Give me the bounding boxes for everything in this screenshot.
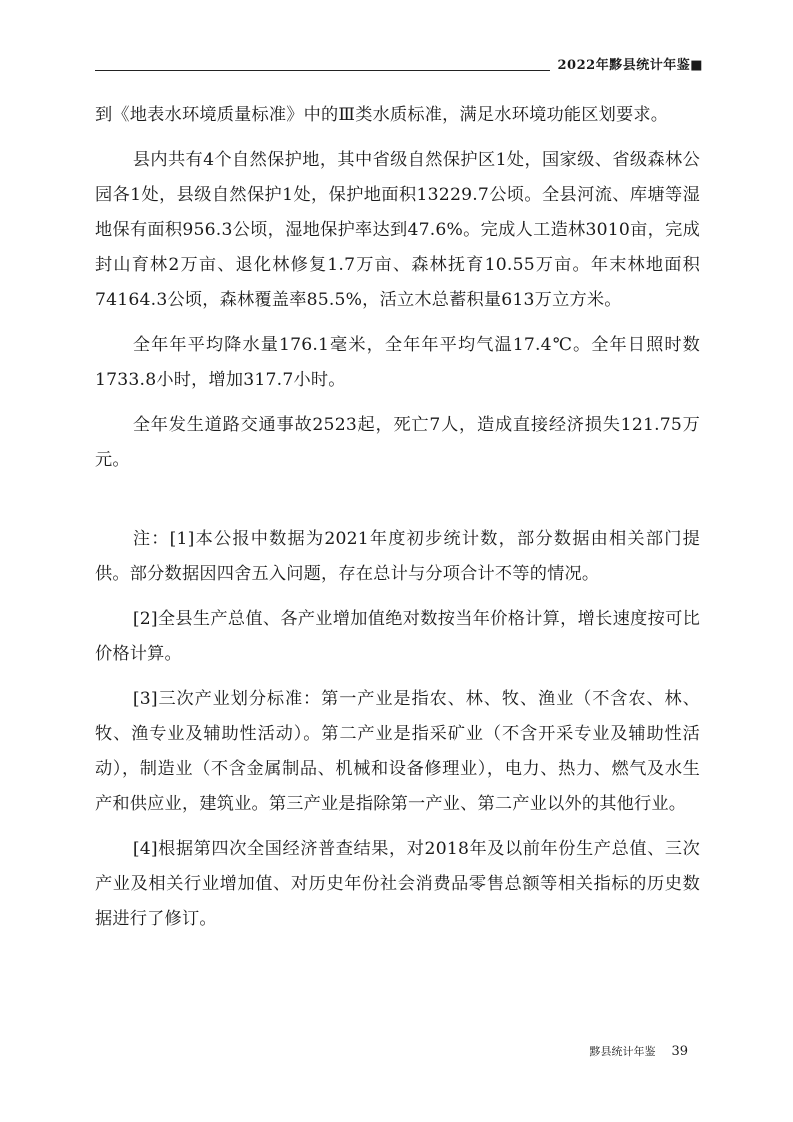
body-paragraph-4: 全年发生道路交通事故2523起，死亡7人，造成直接经济损失121.75万元。 [95,415,700,470]
page-number: 39 [671,1044,688,1059]
body-paragraph-2: 县内共有4个自然保护地，其中省级自然保护区1处，国家级、省级森林公园各1处，县级自然保护1处，保护地面积13229.7公顷。全县河流、库塘等湿地保有面积956.3公顷，湿地保护率达到47.6%。完成人工造林3010亩，完成封山育林2万亩、退化林修复1.7万亩、森林抚育10.55万亩。年末林地面积74164.3公顷，森林覆盖率85.5%，活立木总蓄积量613万立方米。 [95,150,700,310]
note-2: [2]全县生产总值、各产业增加值绝对数按当年价格计算，增长速度按可比价格计算。 [95,609,700,664]
page-content [95,98,700,947]
notes-section [95,522,700,937]
header-rule [95,70,550,71]
body-paragraph-3: 全年年平均降水量176.1毫米，全年年平均气温17.4℃。全年日照时数1733.8小时，增加317.7小时。 [95,335,700,390]
header-title-text: 2022年黟县统计年鉴 [557,58,691,73]
note-1: 注：[1]本公报中数据为2021年度初步统计数，部分数据由相关部门提供。部分数据因四舍五入问题，存在总计与分项合计不等的情况。 [95,529,700,584]
note-3: [3]三次产业划分标准：第一产业是指农、林、牧、渔业（不含农、林、牧、渔专业及辅助性活动）。第二产业是指采矿业（不含开采专业及辅助性活动），制造业（不含金属制品、机械和设备修理业），电力、热力、燃气及水生产和供应业，建筑业。第三产业是指除第一产业、第二产业以外的其他行业。 [95,689,700,814]
page-header [95,52,703,76]
body-paragraph-1: 到《地表水环境质量标准》中的Ⅲ类水质标准，满足水环境功能区划要求。 [95,105,669,125]
header-title [558,54,703,73]
note-4: [4]根据第四次全国经济普查结果，对2018年及以前年份生产总值、三次产业及相关行业增加值、对历史年份社会消费品零售总额等相关指标的历史数据进行了修订。 [95,839,700,929]
header-square-marker: ■ [690,58,703,73]
footer-book-title: 黟县统计年鉴 [589,1045,656,1058]
page-footer [589,1043,688,1059]
